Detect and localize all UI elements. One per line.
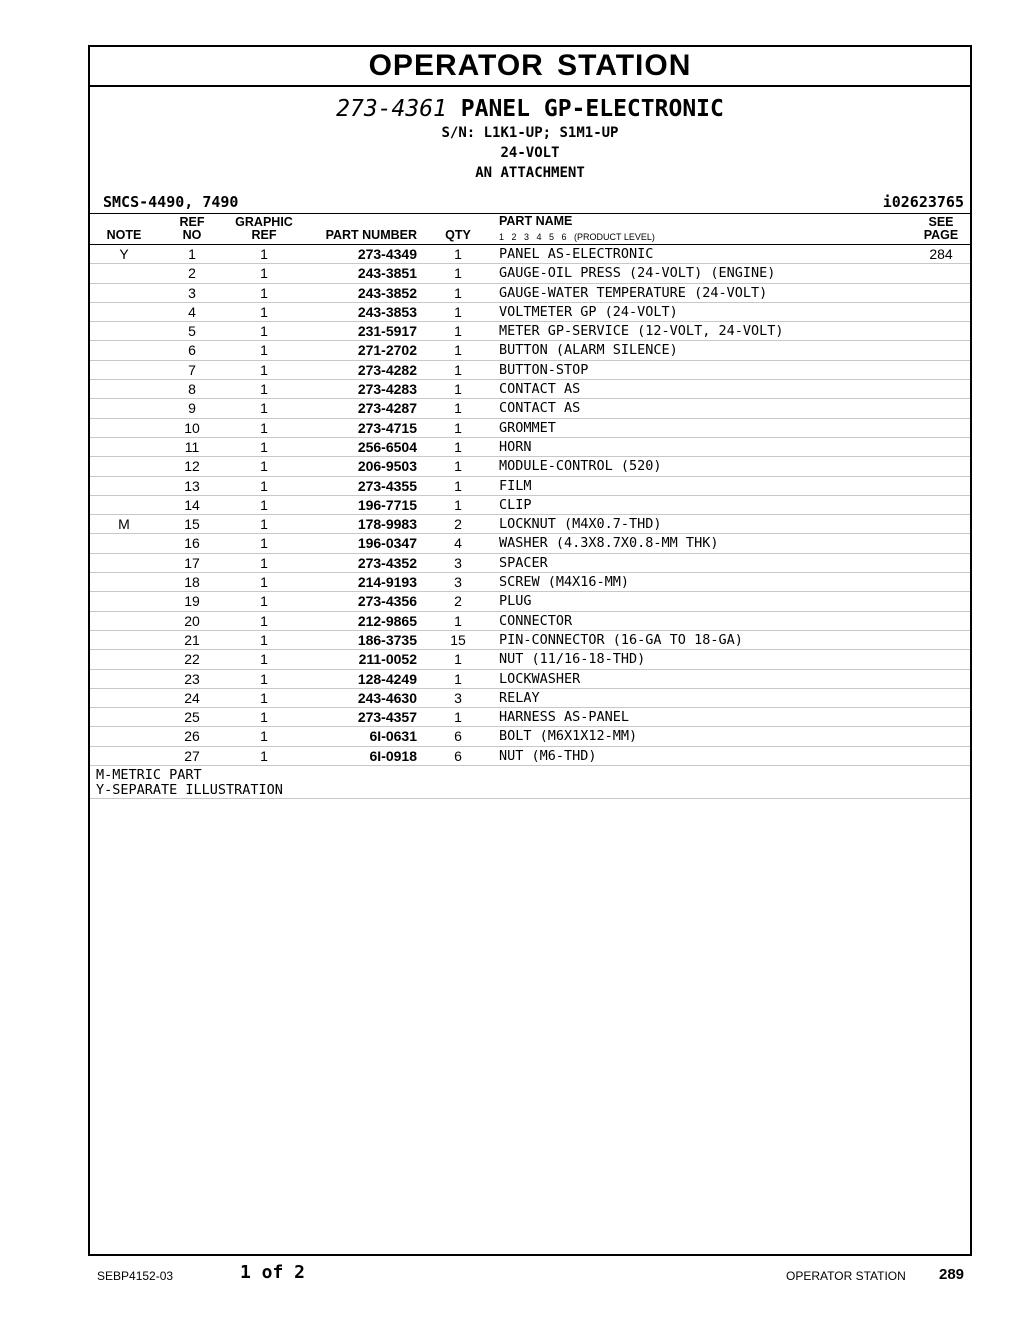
- cell-qty: 1: [454, 400, 462, 417]
- table-row: [90, 727, 970, 746]
- cell-ref-no: 2: [188, 265, 196, 282]
- col-see-top: SEE: [928, 215, 954, 229]
- cell-ref-no: 3: [188, 284, 196, 301]
- cell-part-number: 6I-0918: [369, 747, 417, 764]
- table-header: [90, 213, 970, 245]
- cell-graphic-ref: 1: [260, 612, 268, 629]
- cell-graphic-ref: 1: [260, 400, 268, 417]
- cell-part-number: 273-4356: [357, 593, 417, 610]
- cell-ref-no: 12: [184, 458, 200, 475]
- cell-part-number: 6I-0631: [369, 728, 417, 745]
- cell-part-name: BUTTON-STOP: [499, 361, 589, 378]
- cell-ref-no: 22: [184, 651, 200, 668]
- table-row: [90, 708, 970, 727]
- cell-qty: 3: [454, 574, 462, 591]
- col-ref-top: REF: [179, 215, 205, 229]
- cell-graphic-ref: 1: [260, 670, 268, 687]
- cell-part-name: LOCKWASHER: [499, 670, 581, 687]
- cell-qty: 1: [454, 612, 462, 629]
- cell-qty: 1: [454, 496, 462, 513]
- table-row: [90, 341, 970, 360]
- cell-graphic-ref: 1: [260, 496, 268, 513]
- smcs-row: [90, 191, 970, 213]
- table-row: [90, 399, 970, 418]
- col-ref-bottom: NO: [182, 228, 202, 242]
- cell-part-number: 186-3735: [357, 631, 417, 648]
- cell-graphic-ref: 1: [260, 535, 268, 552]
- cell-ref-no: 9: [188, 400, 196, 417]
- cell-graphic-ref: 1: [260, 458, 268, 475]
- cell-graphic-ref: 1: [260, 381, 268, 398]
- cell-part-number: 243-3852: [357, 284, 417, 301]
- cell-qty: 1: [454, 323, 462, 340]
- parts-table-body: [90, 245, 970, 766]
- section-title: OPERATOR STATION: [90, 47, 970, 87]
- cell-ref-no: 16: [184, 535, 200, 552]
- cell-qty: 1: [454, 381, 462, 398]
- table-row: [90, 631, 970, 650]
- cell-graphic-ref: 1: [260, 728, 268, 745]
- cell-ref-no: 8: [188, 381, 196, 398]
- cell-qty: 6: [454, 747, 462, 764]
- cell-part-number: 273-4283: [357, 381, 417, 398]
- note-separate-illustration: Y-SEPARATE ILLUSTRATION: [96, 782, 283, 799]
- cell-part-name: RELAY: [499, 689, 540, 706]
- cell-graphic-ref: 1: [260, 747, 268, 764]
- cell-graphic-ref: 1: [260, 651, 268, 668]
- page-frame: [88, 45, 972, 1256]
- table-row: [90, 534, 970, 553]
- table-row: [90, 245, 970, 264]
- cell-part-name: CONTACT AS: [499, 400, 581, 417]
- cell-graphic-ref: 1: [260, 419, 268, 436]
- note-metric: M-METRIC PART: [96, 767, 202, 784]
- table-row: [90, 477, 970, 496]
- col-note: NOTE: [106, 228, 142, 242]
- cell-qty: 1: [454, 361, 462, 378]
- cell-part-number: 243-4630: [357, 689, 417, 706]
- cell-qty: 1: [454, 458, 462, 475]
- cell-part-number: 271-2702: [357, 342, 417, 359]
- table-row: [90, 322, 970, 341]
- cell-qty: 3: [454, 554, 462, 571]
- col-part-name: PART NAME: [499, 214, 573, 228]
- cell-graphic-ref: 1: [260, 477, 268, 494]
- cell-graphic-ref: 1: [260, 593, 268, 610]
- cell-part-name: GROMMET: [499, 419, 556, 436]
- attachment-note: AN ATTACHMENT: [475, 165, 585, 181]
- table-row: [90, 747, 970, 766]
- cell-qty: 2: [454, 593, 462, 610]
- cell-ref-no: 10: [184, 419, 200, 436]
- cell-graphic-ref: 1: [260, 323, 268, 340]
- cell-part-name: CLIP: [499, 496, 532, 513]
- cell-ref-no: 26: [184, 728, 200, 745]
- col-part-number: PART NUMBER: [325, 228, 417, 242]
- table-row: [90, 650, 970, 669]
- notes-block: [90, 766, 970, 799]
- voltage: 24-VOLT: [500, 145, 560, 161]
- cell-part-name: WASHER (4.3X8.7X0.8-MM THK): [499, 535, 719, 552]
- cell-ref-no: 23: [184, 670, 200, 687]
- cell-part-number: 211-0052: [358, 651, 417, 668]
- col-product-levels: 1 2 3 4 5 6 (PRODUCT LEVEL): [499, 232, 655, 242]
- cell-part-name: SPACER: [499, 554, 548, 571]
- cell-graphic-ref: 1: [260, 361, 268, 378]
- table-row: [90, 361, 970, 380]
- cell-part-name: SCREW (M4X16-MM): [499, 574, 630, 591]
- table-row: [90, 496, 970, 515]
- page-footer: [0, 1262, 1020, 1286]
- cell-part-name: MODULE-CONTROL (520): [499, 458, 662, 475]
- cell-part-name: BOLT (M6X1X12-MM): [499, 728, 638, 745]
- cell-qty: 6: [454, 728, 462, 745]
- cell-graphic-ref: 1: [260, 265, 268, 282]
- col-see-bottom: PAGE: [923, 228, 959, 242]
- cell-qty: 1: [454, 303, 462, 320]
- cell-graphic-ref: 1: [260, 631, 268, 648]
- cell-part-number: 273-4715: [357, 419, 417, 436]
- cell-part-name: NUT (11/16-18-THD): [499, 651, 646, 668]
- cell-part-number: 214-9193: [357, 574, 417, 591]
- cell-qty: 1: [454, 670, 462, 687]
- cell-graphic-ref: 1: [260, 342, 268, 359]
- col-qty: QTY: [445, 228, 471, 242]
- footer-page-number: 289: [939, 1266, 965, 1283]
- cell-part-number: 243-3853: [357, 303, 417, 320]
- col-graphic-bottom: REF: [251, 228, 277, 242]
- cell-qty: 1: [454, 284, 462, 301]
- cell-part-name: HORN: [499, 438, 532, 455]
- table-row: [90, 689, 970, 708]
- cell-part-number: 273-4352: [357, 554, 417, 571]
- cell-graphic-ref: 1: [260, 303, 268, 320]
- part-group-title: [90, 95, 970, 123]
- cell-part-number: 128-4249: [357, 670, 417, 687]
- table-row: [90, 438, 970, 457]
- cell-part-name: PLUG: [499, 593, 532, 610]
- cell-part-name: GAUGE-OIL PRESS (24-VOLT) (ENGINE): [499, 265, 776, 282]
- footer-section: OPERATOR STATION: [786, 1269, 906, 1283]
- cell-part-number: 273-4355: [357, 477, 417, 494]
- cell-qty: 1: [454, 651, 462, 668]
- cell-part-number: 206-9503: [357, 458, 417, 475]
- cell-ref-no: 5: [188, 323, 196, 340]
- group-part-name: PANEL GP-ELECTRONIC: [460, 96, 724, 122]
- cell-ref-no: 20: [184, 612, 200, 629]
- cell-ref-no: 18: [184, 574, 200, 591]
- group-part-number: 273-4361: [336, 96, 447, 122]
- table-row: [90, 592, 970, 611]
- cell-qty: 1: [454, 477, 462, 494]
- cell-qty: 1: [454, 438, 462, 455]
- smcs-code: SMCS-4490, 7490: [103, 193, 239, 211]
- cell-part-name: CONTACT AS: [499, 381, 581, 398]
- cell-part-name: VOLTMETER GP (24-VOLT): [499, 303, 678, 320]
- table-row: [90, 670, 970, 689]
- cell-see-page: 284: [929, 246, 953, 262]
- cell-part-name: GAUGE-WATER TEMPERATURE (24-VOLT): [499, 284, 768, 301]
- cell-part-number: 273-4349: [357, 246, 417, 262]
- cell-part-number: 256-6504: [357, 438, 417, 455]
- cell-qty: 1: [454, 265, 462, 282]
- illustration-id: i02623765: [882, 193, 964, 211]
- cell-part-number: 212-9865: [357, 612, 417, 629]
- cell-ref-no: 17: [184, 554, 200, 571]
- cell-part-name: LOCKNUT (M4X0.7-THD): [499, 516, 662, 533]
- cell-graphic-ref: 1: [260, 284, 268, 301]
- cell-ref-no: 19: [184, 593, 200, 610]
- table-row: [90, 554, 970, 573]
- cell-ref-no: 13: [184, 477, 200, 494]
- table-row: [90, 419, 970, 438]
- cell-ref-no: 25: [184, 709, 200, 726]
- table-row: [90, 457, 970, 476]
- cell-part-name: NUT (M6-THD): [499, 747, 597, 764]
- cell-qty: 1: [454, 342, 462, 359]
- cell-ref-no: 27: [184, 747, 200, 764]
- cell-ref-no: 7: [188, 361, 196, 378]
- cell-part-number: 273-4357: [357, 709, 417, 726]
- cell-graphic-ref: 1: [260, 709, 268, 726]
- cell-part-number: 273-4282: [357, 361, 417, 378]
- cell-part-name: PANEL AS-ELECTRONIC: [499, 246, 654, 262]
- cell-note: Y: [119, 246, 129, 262]
- cell-qty: 1: [454, 419, 462, 436]
- table-row: [90, 573, 970, 592]
- cell-part-number: 196-7715: [357, 496, 417, 513]
- cell-graphic-ref: 1: [260, 438, 268, 455]
- cell-ref-no: 15: [184, 516, 200, 533]
- serial-number: S/N: L1K1-UP; S1M1-UP: [441, 125, 619, 141]
- cell-part-name: FILM: [499, 477, 532, 494]
- cell-part-name: HARNESS AS-PANEL: [499, 709, 630, 726]
- cell-qty: 2: [454, 516, 462, 533]
- cell-graphic-ref: 1: [260, 246, 268, 262]
- table-row: [90, 380, 970, 399]
- cell-ref-no: 6: [188, 342, 196, 359]
- table-row: [90, 612, 970, 631]
- cell-graphic-ref: 1: [260, 554, 268, 571]
- cell-ref-no: 21: [184, 631, 200, 648]
- cell-note: M: [118, 516, 130, 533]
- cell-qty: 15: [450, 631, 466, 648]
- cell-part-number: 231-5917: [357, 323, 417, 340]
- table-row: [90, 264, 970, 283]
- cell-part-number: 273-4287: [357, 400, 417, 417]
- cell-ref-no: 1: [188, 246, 196, 262]
- cell-part-name: METER GP-SERVICE (12-VOLT, 24-VOLT): [499, 323, 784, 340]
- cell-ref-no: 14: [184, 496, 200, 513]
- cell-qty: 1: [454, 246, 462, 262]
- cell-part-name: PIN-CONNECTOR (16-GA TO 18-GA): [499, 631, 743, 648]
- cell-graphic-ref: 1: [260, 516, 268, 533]
- table-row: [90, 515, 970, 534]
- cell-ref-no: 24: [184, 689, 200, 706]
- cell-part-name: BUTTON (ALARM SILENCE): [499, 342, 678, 359]
- cell-part-number: 243-3851: [357, 265, 417, 282]
- cell-graphic-ref: 1: [260, 574, 268, 591]
- col-graphic-top: GRAPHIC: [235, 215, 293, 229]
- cell-ref-no: 4: [188, 303, 196, 320]
- cell-qty: 4: [454, 535, 462, 552]
- cell-ref-no: 11: [184, 438, 200, 455]
- table-row: [90, 284, 970, 303]
- footer-page-of: 1 of 2: [240, 1262, 306, 1283]
- cell-part-name: CONNECTOR: [499, 612, 573, 629]
- cell-graphic-ref: 1: [260, 689, 268, 706]
- cell-qty: 1: [454, 709, 462, 726]
- cell-qty: 3: [454, 689, 462, 706]
- cell-part-number: 178-9983: [357, 516, 417, 533]
- footer-doc-id: SEBP4152-03: [97, 1269, 174, 1283]
- cell-part-number: 196-0347: [357, 535, 417, 552]
- table-row: [90, 303, 970, 322]
